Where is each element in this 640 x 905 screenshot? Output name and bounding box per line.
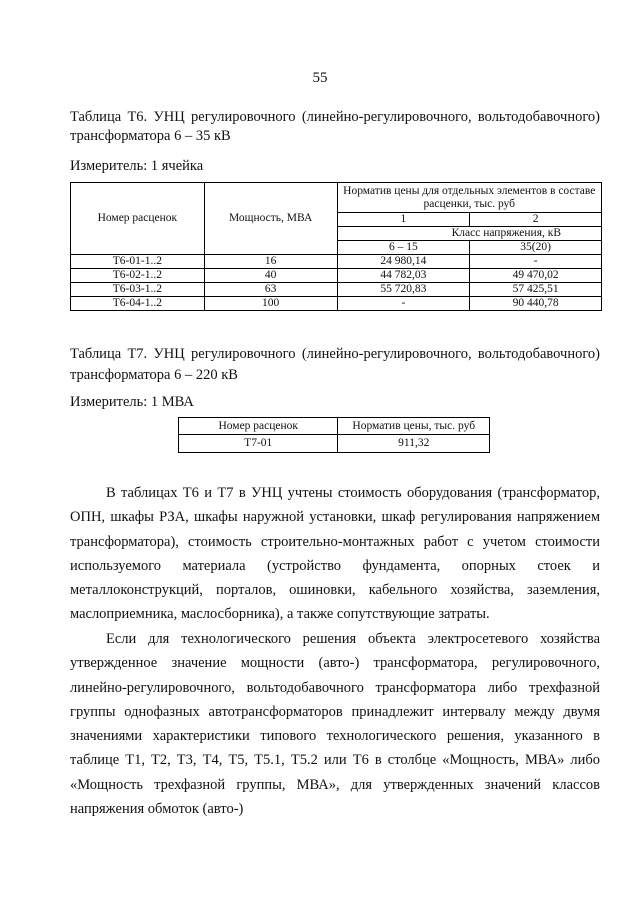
table-t7-caption: Таблица Т7. УНЦ регулировочного (линейно-регулировочного, вольтодобавочного) bbox=[70, 346, 600, 362]
body-text-continued bbox=[70, 627, 600, 821]
cell-code: Т6-04-1..2 bbox=[71, 297, 205, 311]
table-t6-caption: Таблица Т6. УНЦ регулировочного (линейно-регулировочного, вольтодобавочного) bbox=[70, 109, 600, 125]
page-number: 55 bbox=[312, 70, 328, 86]
cell-power: 100 bbox=[204, 297, 337, 311]
cell-code: Т6-01-1..2 bbox=[71, 255, 205, 269]
cell-value: 57 425,51 bbox=[470, 283, 602, 297]
cell-power: 40 bbox=[204, 269, 337, 283]
cell-code: Т6-03-1..2 bbox=[71, 283, 205, 297]
table-row bbox=[179, 435, 490, 453]
table-row bbox=[71, 297, 602, 311]
paragraph: Если для технологического решения объекта электросетевого хозяйства утвержденное значение мощности (авто-) трансформатора, регулировочного, линейно-регулировочного, вольтодобавочного трансформатора либо трехфазной группы однофазных автотрансформаторов принадлежит интервалу между двумя значениями характеристики типового технологического решения, указанного в таблице Т1, Т2, Т3, Т4, Т5, Т5.1, Т5.2 или Т6 в столбце «Мощность, МВА» либо «Мощность трехфазной группы, МВА», для утвержденных значений классов напряжения обмоток (авто-) bbox=[70, 631, 600, 818]
cell-value: 44 782,03 bbox=[337, 269, 470, 283]
header-sub-num: 2 bbox=[470, 213, 602, 227]
header-norm: Норматив цены, тыс. руб bbox=[338, 418, 490, 435]
cell-value: 55 720,83 bbox=[337, 283, 470, 297]
cell-value: 90 440,78 bbox=[470, 297, 602, 311]
header-code: Номер расценок bbox=[71, 183, 205, 255]
cell-value: - bbox=[470, 255, 602, 269]
table-t7-meter: Измеритель: 1 МВА bbox=[70, 394, 194, 410]
header-voltage: 35(20) bbox=[470, 241, 602, 255]
cell-value: 911,32 bbox=[338, 435, 490, 453]
paragraph: В таблицах Т6 и Т7 в УНЦ учтены стоимость оборудования (трансформатор, ОПН, шкафы РЗА, шкафы наружной установки, шкаф регулирования напряжением трансформатора), стоимость строительно-монтажных работ с учетом стоимости используемого материала (устройство фундамента, опорных стоек и металлоконструкций, порталов, ошиновки, кабельного хозяйства, заземления, маслоприемника, маслосборника), а также сопутствующие затраты. bbox=[70, 485, 600, 623]
table-t6-meter: Измеритель: 1 ячейка bbox=[70, 158, 204, 174]
cell-value: 24 980,14 bbox=[337, 255, 470, 269]
header-power: Мощность, МВА bbox=[204, 183, 337, 255]
table-t7 bbox=[178, 417, 490, 453]
cell-power: 63 bbox=[204, 283, 337, 297]
table-row bbox=[71, 269, 602, 283]
cell-value: - bbox=[337, 297, 470, 311]
cell-value: 49 470,02 bbox=[470, 269, 602, 283]
cell-code: Т7-01 bbox=[179, 435, 338, 453]
body-text bbox=[70, 481, 600, 627]
table-row bbox=[71, 255, 602, 269]
header-sub-num: 1 bbox=[337, 213, 470, 227]
header-norm: Норматив цены для отдельных элементов в составе расценки, тыс. руб bbox=[337, 183, 602, 213]
header-voltage: 6 – 15 bbox=[337, 241, 470, 255]
table-t7-caption-continued: трансформатора 6 – 220 кВ bbox=[70, 367, 238, 383]
cell-power: 16 bbox=[204, 255, 337, 269]
table-row bbox=[71, 283, 602, 297]
table-t6 bbox=[70, 182, 602, 311]
header-code: Номер расценок bbox=[179, 418, 338, 435]
table-t6-caption-continued: трансформатора 6 – 35 кВ bbox=[70, 128, 231, 144]
cell-code: Т6-02-1..2 bbox=[71, 269, 205, 283]
header-voltage-class: Класс напряжения, кВ bbox=[337, 227, 602, 241]
